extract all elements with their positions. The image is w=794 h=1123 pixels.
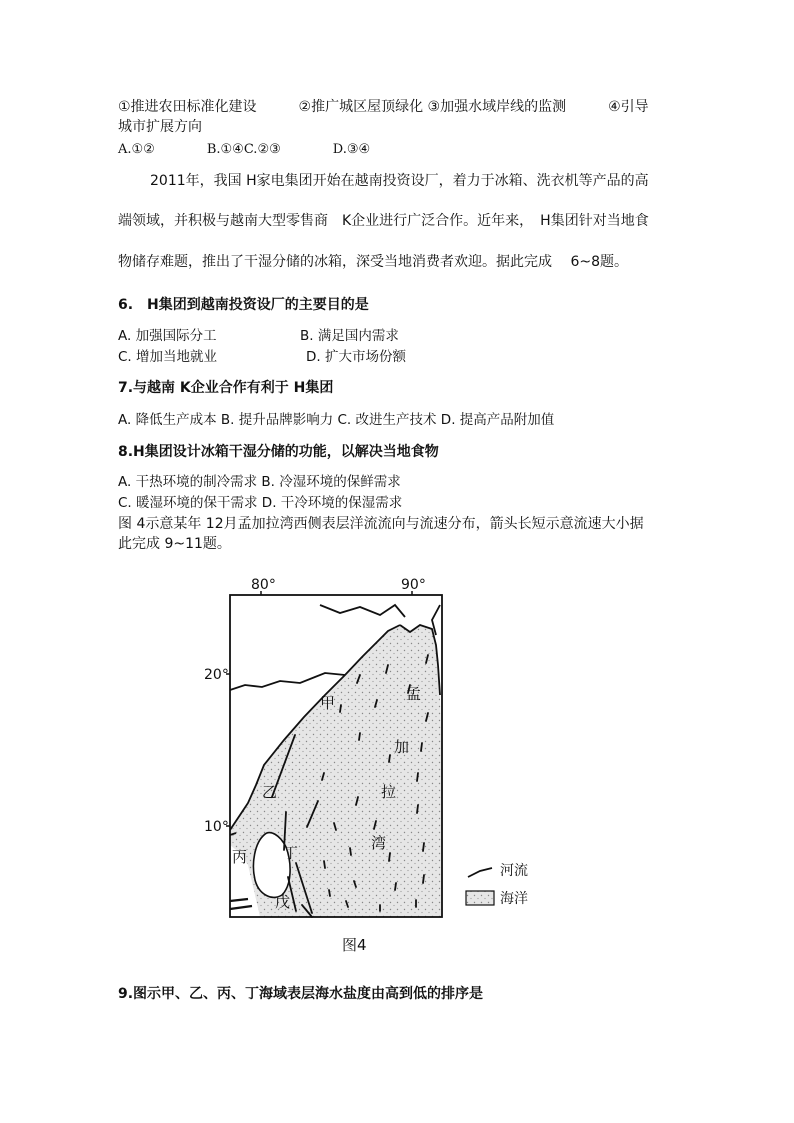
- legend-river-icon: [468, 868, 492, 877]
- legend: [466, 862, 528, 907]
- q6-option-b: B. 满足国内需求: [300, 328, 399, 344]
- q8-options-line2: C. 暖湿环境的保干需求 D. 干冷环境的保湿需求: [118, 495, 403, 511]
- passage-line1: 2011年，我国 H家电集团开始在越南投资设厂，着力于冰箱、洗衣机等产品的高: [150, 173, 649, 189]
- legend-river-label: 河流: [500, 863, 528, 879]
- longitude-label-80: 80°: [251, 577, 276, 593]
- figure-intro-line2: 此完成 9~11题。: [118, 536, 231, 552]
- legend-ocean-swatch: [466, 891, 494, 905]
- label-bing: 丙: [232, 848, 248, 866]
- bay-label-char-2: 加: [394, 738, 410, 756]
- q5-options-line1: ①推进农田标准化建设 ②推广城区屋顶绿化 ③加强水域岸线的监测 ④引导: [118, 99, 649, 115]
- label-jia: 甲: [320, 694, 336, 712]
- latitude-label-20: 20°: [204, 667, 229, 683]
- bay-label-char-1: 孟: [406, 685, 422, 703]
- q5-answer-choices: A.①② B.①④C.②③ D.③④: [118, 142, 371, 157]
- q6-stem: 6. H集团到越南投资设厂的主要目的是: [118, 297, 369, 313]
- latitude-label-10: 10°: [204, 819, 229, 835]
- q5-options-line2: 城市扩展方向: [118, 119, 202, 135]
- label-yi: 乙: [262, 783, 278, 801]
- q9-stem: 9.图示甲、乙、丙、丁海域表层海水盐度由高到低的排序是: [118, 986, 484, 1002]
- passage-line3: 物储存难题，推出了干湿分储的冰箱，深受当地消费者欢迎。据此完成 6~8题。: [118, 254, 628, 270]
- q6-option-c: C. 增加当地就业: [118, 349, 218, 365]
- bay-label-char-3: 拉: [381, 783, 397, 801]
- figure-intro-line1: 图 4示意某年 12月孟加拉湾西侧表层洋流流向与流速分布，箭头长短示意流速大小据: [118, 516, 644, 532]
- figure-caption: 图4: [342, 936, 367, 954]
- label-wu: 戊: [275, 893, 291, 911]
- legend-ocean-label: 海洋: [500, 891, 528, 907]
- longitude-label-90: 90°: [401, 577, 426, 593]
- q8-options-line1: A. 干热环境的制冷需求 B. 冷湿环境的保鲜需求: [118, 474, 401, 490]
- figure-4-map: [200, 565, 600, 955]
- q7-options: A. 降低生产成本 B. 提升品牌影响力 C. 改进生产技术 D. 提高产品附加值: [118, 412, 555, 428]
- q8-stem: 8.H集团设计冰箱干湿分储的功能，以解决当地食物: [118, 444, 439, 460]
- label-ding: 丁: [283, 844, 299, 862]
- q6-option-d: D. 扩大市场份额: [306, 349, 406, 365]
- q7-stem: 7.与越南 K企业合作有利于 H集团: [118, 380, 334, 396]
- passage-line2: 端领域，并积极与越南大型零售商 K企业进行广泛合作。近年来， H集团针对当地食: [118, 213, 649, 229]
- bay-label-char-4: 湾: [371, 834, 387, 852]
- q6-option-a: A. 加强国际分工: [118, 328, 217, 344]
